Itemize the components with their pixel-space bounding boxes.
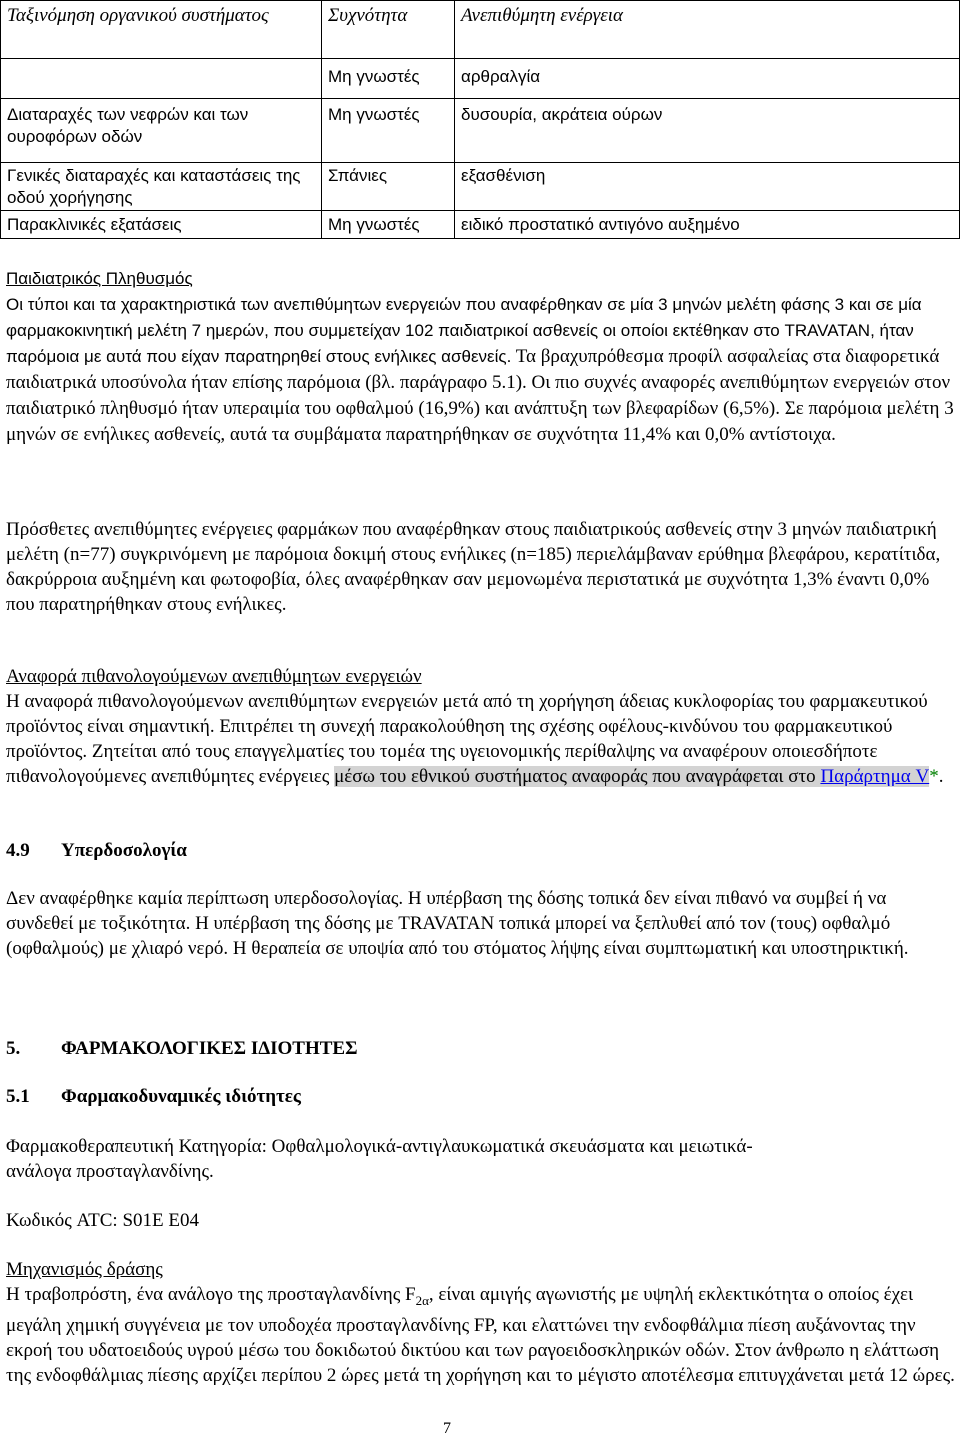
- table-row: [1, 163, 960, 211]
- header-frequency: Συχνότητα: [322, 1, 455, 59]
- pharmacotherapeutic-group: Φαρμακοθεραπευτική Κατηγορία: Οφθαλμολογικά-αντιγλαυκωματικά σκευάσματα και μειωτικά-ανάλογα προσταγλανδίνης.: [6, 1136, 753, 1182]
- pediatric-heading: Παιδιατρικός Πληθυσμός: [6, 269, 193, 288]
- cell-reaction: αρθραλγία: [455, 59, 960, 99]
- page-number: 7: [443, 1420, 451, 1437]
- table-row: [1, 59, 960, 99]
- reporting-end: .: [938, 766, 944, 787]
- cell-frequency: Μη γνωστές: [322, 99, 455, 163]
- section-number: 4.9: [6, 840, 30, 861]
- cell-reaction: δυσουρία, ακράτεια ούρων: [455, 99, 960, 163]
- pediatric-paragraph-2: Πρόσθετες ανεπιθύμητες ενέργειες φαρμάκων που αναφέρθηκαν στους παιδιατρικούς ασθενείς στην 3 μηνών παιδιατρική μελέτη (n=77) συγκρινόμενη με παρόμοια δοκιμή στους ενήλικες (n=185) περιελάμβαναν ερύθημα βλεφάρου, κερατίτιδα, δακρύρροια αυξημένη και φωτοφοβία, όλες αναφέρθηκαν σαν μεμονωμένα περιστατικά με συχνότητα 1,3% έναντι 0,0% που παρατηρήθηκαν στους ενήλικες.: [6, 519, 941, 615]
- cell-soc: Διαταραχές των νεφρών και των ουροφόρων οδών: [1, 99, 322, 163]
- cell-reaction: ειδικό προστατικό αντιγόνο αυξημένο: [455, 211, 960, 239]
- cell-frequency: Σπάνιες: [322, 163, 455, 211]
- table-row: [1, 99, 960, 163]
- mechanism-text-a: Η τραβοπρόστη, ένα ανάλογο της προσταγλανδίνης F: [6, 1284, 416, 1305]
- cell-soc: Γενικές διαταραχές και καταστάσεις της οδού χορήγησης: [1, 163, 322, 211]
- atc-code: Κωδικός ATC: S01E E04: [6, 1210, 199, 1231]
- mechanism-subscript: 2α: [415, 1292, 429, 1308]
- cell-soc: Παρακλινικές εξατάσεις: [1, 211, 322, 239]
- section-number: 5.: [6, 1038, 21, 1059]
- header-reaction: Ανεπιθύμητη ενέργεια: [455, 1, 960, 59]
- section-title: Φαρμακοδυναμικές ιδιότητες: [61, 1086, 301, 1107]
- appendix-v-link[interactable]: Παράρτημα V: [820, 766, 930, 787]
- cell-reaction: εξασθένιση: [455, 163, 960, 211]
- pediatric-paragraph-1: [6, 292, 956, 448]
- reporting-asterisk: *: [929, 766, 939, 787]
- mechanism-text-b: , είναι αμιγής αγωνιστής με υψηλή εκλεκτικότητα ο οποίος έχει μεγάλη χημική συγγένεια με τον υποδοχέα προσταγλανδίνης FP, και ελαττώνει την ενδοφθάλμια πίεση αυξάνοντας την εκροή του υδατοειδούς υγρού μέσω του δοκιδωτού δικτύου και των ραγοειδοσκληρικών οδών. Στον άνθρωπο η ελάττωση της ενδοφθάλμιας πίεσης αρχίζει περίπου 2 ώρες μετά τη χορήγηση και το μέγιστο αποτέλεσμα επιτυγχάνεται μετά 12 ώρες.: [6, 1284, 955, 1386]
- section-5-heading: [6, 1036, 956, 1061]
- section-5-1-heading: [6, 1084, 956, 1109]
- reporting-heading: Αναφορά πιθανολογούμενων ανεπιθύμητων ενεργειών: [6, 666, 422, 687]
- reporting-highlight: μέσω του εθνικού συστήματος αναφοράς που αναγράφεται στο: [334, 766, 821, 787]
- pediatric-paragraph-1-part-b: Τα βραχυπρόθεσμα προφίλ ασφαλείας στα διαφορετικά παιδιατρικά υποσύνολα ήταν επίσης παρόμοια (βλ. παράγραφο 5.1). Οι πιο συχνές αναφορές ανεπιθύμητων ενεργειών στον παιδιατρικό πληθυσμό ήταν υπεραιμία του οφθαλμού (16,9%) και ανάπτυξη των βλεφαρίδων (6,5%). Σε παρόμοια μελέτη 3 μηνών σε ενήλικες ασθενείς, αυτά τα συμβάματα παρατηρήθηκαν σε συχνότητα 11,4% και 0,0% αντίστοιχα.: [6, 346, 954, 445]
- section-title: ΦΑΡΜΑΚΟΛΟΓΙΚΕΣ ΙΔΙΟΤΗΤΕΣ: [61, 1038, 358, 1059]
- reporting-paragraph: [6, 689, 956, 789]
- overdose-paragraph: Δεν αναφέρθηκε καμία περίπτωση υπερδοσολογίας. Η υπέρβαση της δόσης τοπικά δεν είναι πιθανό να συμβεί ή να συνδεθεί με τοξικότητα. Η υπέρβαση της δόσης με TRAVATAN τοπικά μπορεί να ξεπλυθεί από τον (τους) οφθαλμό (οφθαλμούς) με χλιαρό νερό. Η θεραπεία σε υποψία από του στόματος λήψης είναι συμπτωματική και υποστηρικτική.: [6, 888, 909, 959]
- table-header-row: [1, 1, 960, 59]
- adverse-reactions-table: [0, 0, 960, 239]
- cell-soc: [1, 59, 322, 99]
- reporting-text: Η αναφορά πιθανολογούμενων ανεπιθύμητων ενεργειών μετά από τη χορήγηση άδειας κυκλοφορίας του φαρμακευτικού προϊόντος είναι σημαντική. Επιτρέπει τη συνεχή παρακολούθηση της σχέσης οφέλους-κινδύνου του φαρμακευτικού προϊόντος. Ζητείται από τους επαγγελματίες του τομέα της υγειονομικής περίθαλψης να αναφέρουν οποιεσδήποτε πιθανολογούμενες ανεπιθύμητες ενέργειες: [6, 691, 928, 787]
- table-row: [1, 211, 960, 239]
- mechanism-paragraph: [6, 1282, 956, 1388]
- section-4-9-heading: [6, 838, 956, 863]
- section-title: Υπερδοσολογία: [61, 840, 187, 861]
- cell-frequency: Μη γνωστές: [322, 211, 455, 239]
- section-number: 5.1: [6, 1086, 30, 1107]
- cell-frequency: Μη γνωστές: [322, 59, 455, 99]
- header-soc: Ταξινόμηση οργανικού συστήματος: [1, 1, 322, 59]
- pediatric-paragraph-1-part-a: Οι τύποι και τα χαρακτηριστικά των ανεπιθύμητων ενεργειών που αναφέρθηκαν σε μία 3 μηνών μελέτη φάσης 3 και σε μία φαρμακοκινητική μελέτη 7 ημερών, που συμμετείχαν 102 παιδιατρικοί ασθενείς οι οποίοι εκτέθηκαν στο TRAVATAN, ήταν παρόμοια με αυτά που είχαν παρατηρηθεί στους ενήλικες ασθενείς.: [6, 295, 922, 366]
- mechanism-heading: Μηχανισμός δράσης: [6, 1259, 163, 1280]
